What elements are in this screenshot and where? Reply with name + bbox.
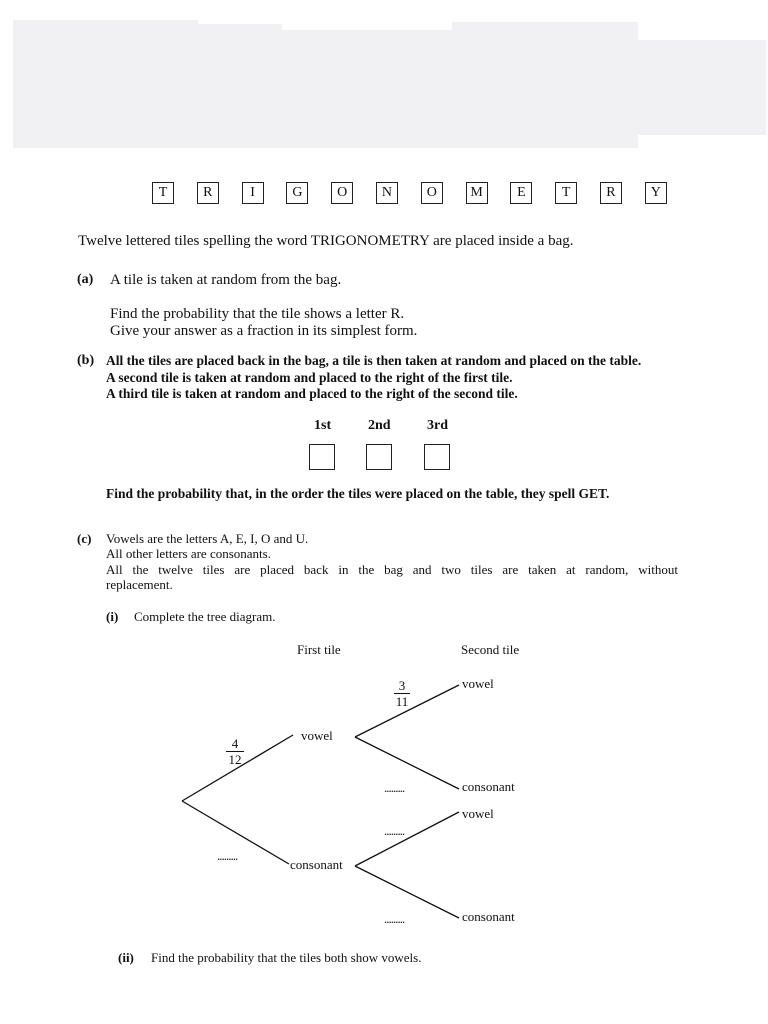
letter-tile: Y [645,182,667,204]
branch-consonant-consonant [355,866,459,918]
part-b-label: (b) [77,353,95,368]
part-c-line2: All other letters are consonants. [106,546,271,561]
label-first-consonant: consonant [290,857,343,872]
branch-consonant-vowel [355,812,459,866]
letter-tile: T [555,182,577,204]
prob-consonant-vowel-blank[interactable]: ......... [384,823,405,838]
first-tile-heading: First tile [297,642,341,657]
second-tile-heading: Second tile [461,642,520,657]
letter-tile: R [197,182,219,204]
label-first-vowel: vowel [301,728,333,743]
label-consonant-vowel: vowel [462,806,494,821]
prob-first-vowel-den: 12 [228,752,242,767]
prob-vowel-consonant-blank[interactable]: ......... [384,780,405,795]
letter-tile: T [152,182,174,204]
letter-tile: N [376,182,398,204]
letter-tile: O [331,182,353,204]
prob-vowel-vowel-num: 3 [398,678,406,693]
label-vowel-consonant: consonant [462,779,515,794]
slot-label-2nd: 2nd [368,418,391,433]
part-c-ii-text: Find the probability that the tiles both show vowels. [151,950,422,965]
part-a-line1: A tile is taken at random from the bag. [110,272,342,288]
label-consonant-consonant: consonant [462,909,515,924]
part-a-line3: Give your answer as a fraction in its simplest form. [110,323,418,339]
part-c-i-label: (i) [106,609,119,624]
part-a-label: (a) [77,272,94,287]
part-b-line2: A second tile is taken at random and placed to the right of the first tile. [106,370,513,385]
letter-tile: I [242,182,264,204]
part-b-line1: All the tiles are placed back in the bag, a tile is then taken at random and placed on the table. [106,353,642,368]
part-b-question: Find the probability that, in the order the tiles were placed on the table, they spell GET. [106,486,610,501]
part-a-line2: Find the probability that the tile shows a letter R. [110,306,405,322]
part-c-line3: All the twelve tiles are placed back in the bag and two tiles are taken at random, without [106,562,678,577]
prob-consonant-consonant-blank[interactable]: ......... [384,911,405,926]
letter-tile: R [600,182,622,204]
letter-tile: E [510,182,532,204]
slot-label-3rd: 3rd [427,418,448,433]
label-vowel-vowel: vowel [462,676,494,691]
prob-first-vowel-num: 4 [231,736,239,751]
slot-label-1st: 1st [314,418,332,433]
letter-tile: G [286,182,308,204]
part-c-ii-label: (ii) [118,950,134,965]
prob-first-consonant-blank[interactable]: ......... [217,848,238,863]
intro-text: Twelve lettered tiles spelling the word TRIGONOMETRY are placed inside a bag. [78,233,574,249]
part-c-line1: Vowels are the letters A, E, I, O and U. [106,531,309,546]
letter-tile: O [421,182,443,204]
part-c-line4: replacement. [106,577,173,592]
letter-tile: M [466,182,488,204]
branch-vowel-consonant [355,737,459,789]
part-c-i-text: Complete the tree diagram. [134,609,276,624]
part-b-line3: A third tile is taken at random and placed to the right of the second tile. [106,386,518,401]
prob-vowel-vowel [394,679,410,708]
prob-vowel-vowel-den: 11 [395,694,409,709]
prob-first-vowel [226,737,244,766]
part-c-label: (c) [77,531,92,546]
